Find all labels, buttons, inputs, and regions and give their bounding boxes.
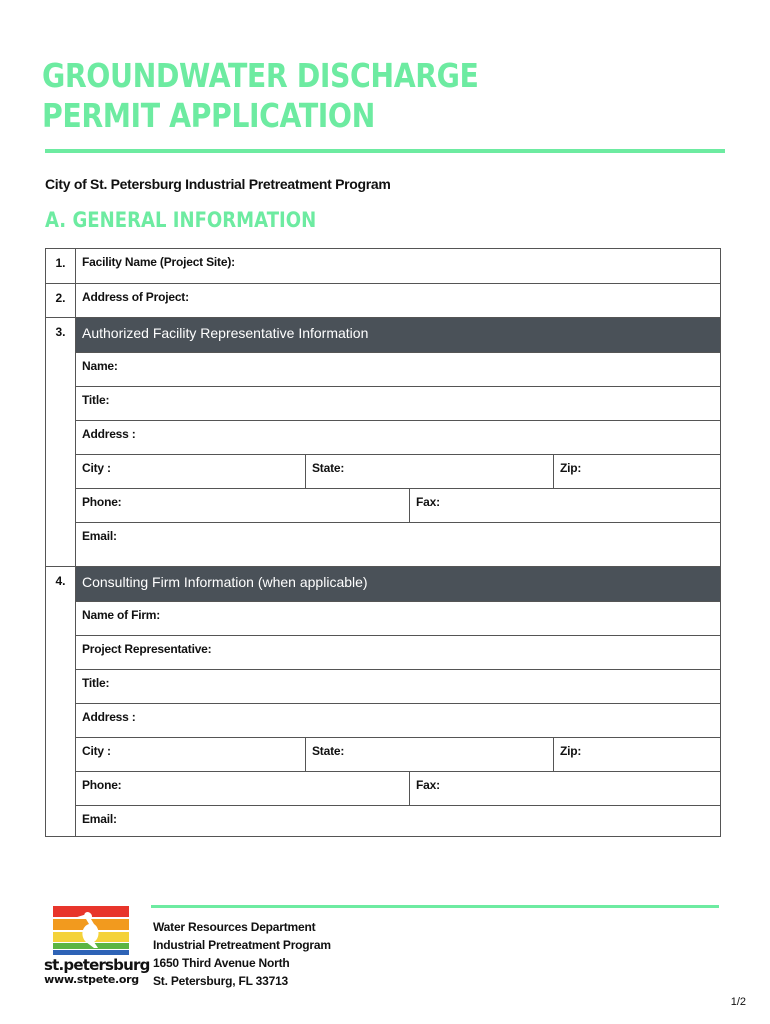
firm-name-field[interactable]: Name of Firm: [82, 608, 161, 622]
page-number: 1/2 [730, 996, 746, 1008]
facility-representative-band: Authorized Facility Representative Information [76, 318, 720, 352]
consulting-firm-block [46, 566, 720, 836]
project-address-row [46, 283, 720, 317]
city-state-zip: St. Petersburg, FL 33713 [153, 974, 289, 988]
project-representative-field[interactable]: Project Representative: [82, 642, 212, 656]
logo-url: www.stpete.org [44, 973, 139, 986]
page-title [42, 56, 479, 136]
firm-city-field[interactable]: City : [82, 744, 111, 758]
firm-title-field[interactable]: Title: [82, 676, 110, 690]
item-number: 1. [46, 249, 76, 283]
general-information-form [45, 248, 721, 837]
program-subtitle: City of St. Petersburg Industrial Pretreatment Program [45, 176, 391, 192]
firm-phone-field[interactable]: Phone: [82, 778, 122, 792]
department-name: Water Resources Department [153, 920, 316, 934]
rep-fax-field[interactable]: Fax: [409, 489, 720, 522]
program-name: Industrial Pretreatment Program [153, 938, 331, 952]
title-line-2: PERMIT APPLICATION [42, 96, 375, 135]
facility-name-row [46, 249, 720, 283]
firm-email-field[interactable]: Email: [82, 812, 117, 826]
city-logo [44, 904, 150, 986]
firm-fax-field[interactable]: Fax: [409, 772, 720, 805]
rep-phone-field[interactable]: Phone: [82, 495, 122, 509]
item-number: 3. [46, 318, 76, 566]
project-address-field[interactable]: Address of Project: [82, 290, 189, 304]
rep-state-field[interactable]: State: [305, 455, 553, 488]
item-number: 2. [46, 284, 76, 317]
rep-email-field[interactable]: Email: [82, 529, 117, 543]
logo-brand: st.petersburg [44, 956, 150, 974]
firm-zip-field[interactable]: Zip: [553, 738, 720, 771]
header-rule [45, 149, 725, 153]
rep-city-field[interactable]: City : [82, 461, 111, 475]
section-a-heading: A. GENERAL INFORMATION [45, 208, 317, 232]
item-number: 4. [46, 567, 76, 836]
title-line-1: GROUNDWATER DISCHARGE [42, 56, 479, 95]
rep-zip-field[interactable]: Zip: [553, 455, 720, 488]
footer-rule [151, 905, 719, 908]
consulting-firm-band: Consulting Firm Information (when applicable) [76, 567, 720, 601]
facility-representative-block [46, 317, 720, 566]
rep-title-field[interactable]: Title: [82, 393, 110, 407]
firm-state-field[interactable]: State: [305, 738, 553, 771]
pelican-flag-icon [44, 904, 139, 956]
facility-name-field[interactable]: Facility Name (Project Site): [82, 255, 235, 269]
department-address [153, 918, 331, 990]
street-address: 1650 Third Avenue North [153, 956, 290, 970]
rep-address-field[interactable]: Address : [82, 427, 136, 441]
firm-address-field[interactable]: Address : [82, 710, 136, 724]
rep-name-field[interactable]: Name: [82, 359, 118, 373]
